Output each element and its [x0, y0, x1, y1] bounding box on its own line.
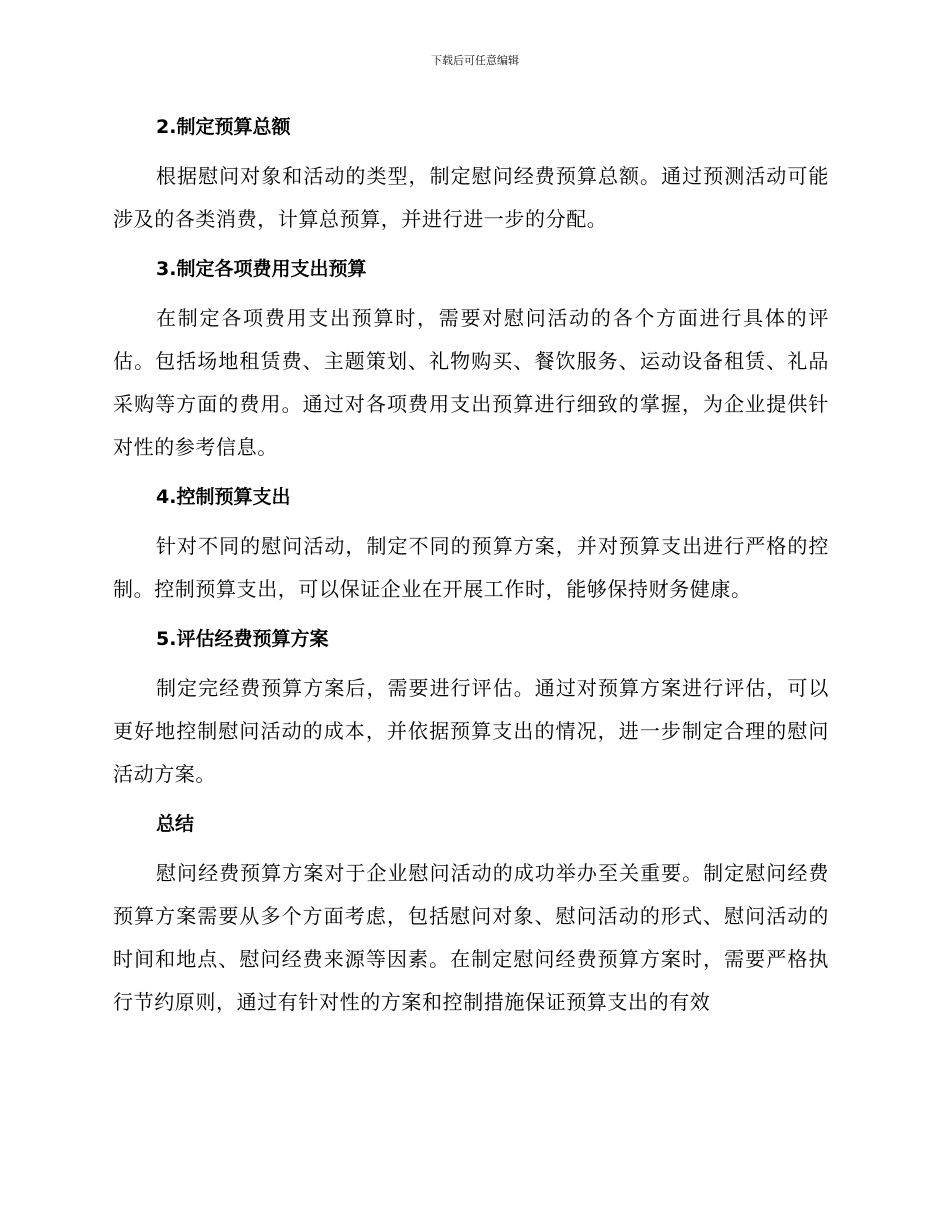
summary-paragraph: 慰问经费预算方案对于企业慰问活动的成功举办至关重要。制定慰问经费预算方案需要从多个方面考虑，包括慰问对象、慰问活动的形式、慰问活动的时间和地点、慰问经费来源等因素。在制定慰问经费预算方案时，需要严格执行节约原则，通过有针对性的方案和控制措施保证预算支出的有效 [113, 861, 829, 1014]
section-paragraph: 在制定各项费用支出预算时，需要对慰问活动的各个方面进行具体的评估。包括场地租赁费、主题策划、礼物购买、餐饮服务、运动设备租赁、礼品采购等方面的费用。通过对各项费用支出预算进行细致的掌握，为企业提供针对性的参考信息。 [113, 306, 829, 459]
section-heading: 4.控制预算支出 [156, 486, 291, 508]
section-heading: 3.制定各项费用支出预算 [156, 258, 367, 280]
section-spacer [113, 611, 829, 623]
section-spacer [113, 469, 829, 481]
section-paragraph: 针对不同的慰问活动，制定不同的预算方案，并对预算支出进行严格的控制。控制预算支出，可以保证企业在开展工作时，能够保持财务健康。 [113, 534, 829, 601]
section-paragraph: 根据慰问对象和活动的类型，制定慰问经费预算总额。通过预测活动可能涉及的各类消费，计算总预算，并进行进一步的分配。 [113, 164, 829, 231]
section-heading: 2.制定预算总额 [156, 116, 291, 138]
section-spacer [113, 796, 829, 808]
summary-heading: 总结 [156, 813, 195, 835]
document-body [113, 111, 829, 1024]
section-heading: 5.评估经费预算方案 [156, 628, 329, 650]
section-paragraph: 制定完经费预算方案后，需要进行评估。通过对预算方案进行评估，可以更好地控制慰问活动的成本，并依据预算支出的情况，进一步制定合理的慰问活动方案。 [113, 676, 829, 786]
page-header-note: 下载后可任意编辑 [431, 54, 519, 67]
section-spacer [113, 241, 829, 253]
